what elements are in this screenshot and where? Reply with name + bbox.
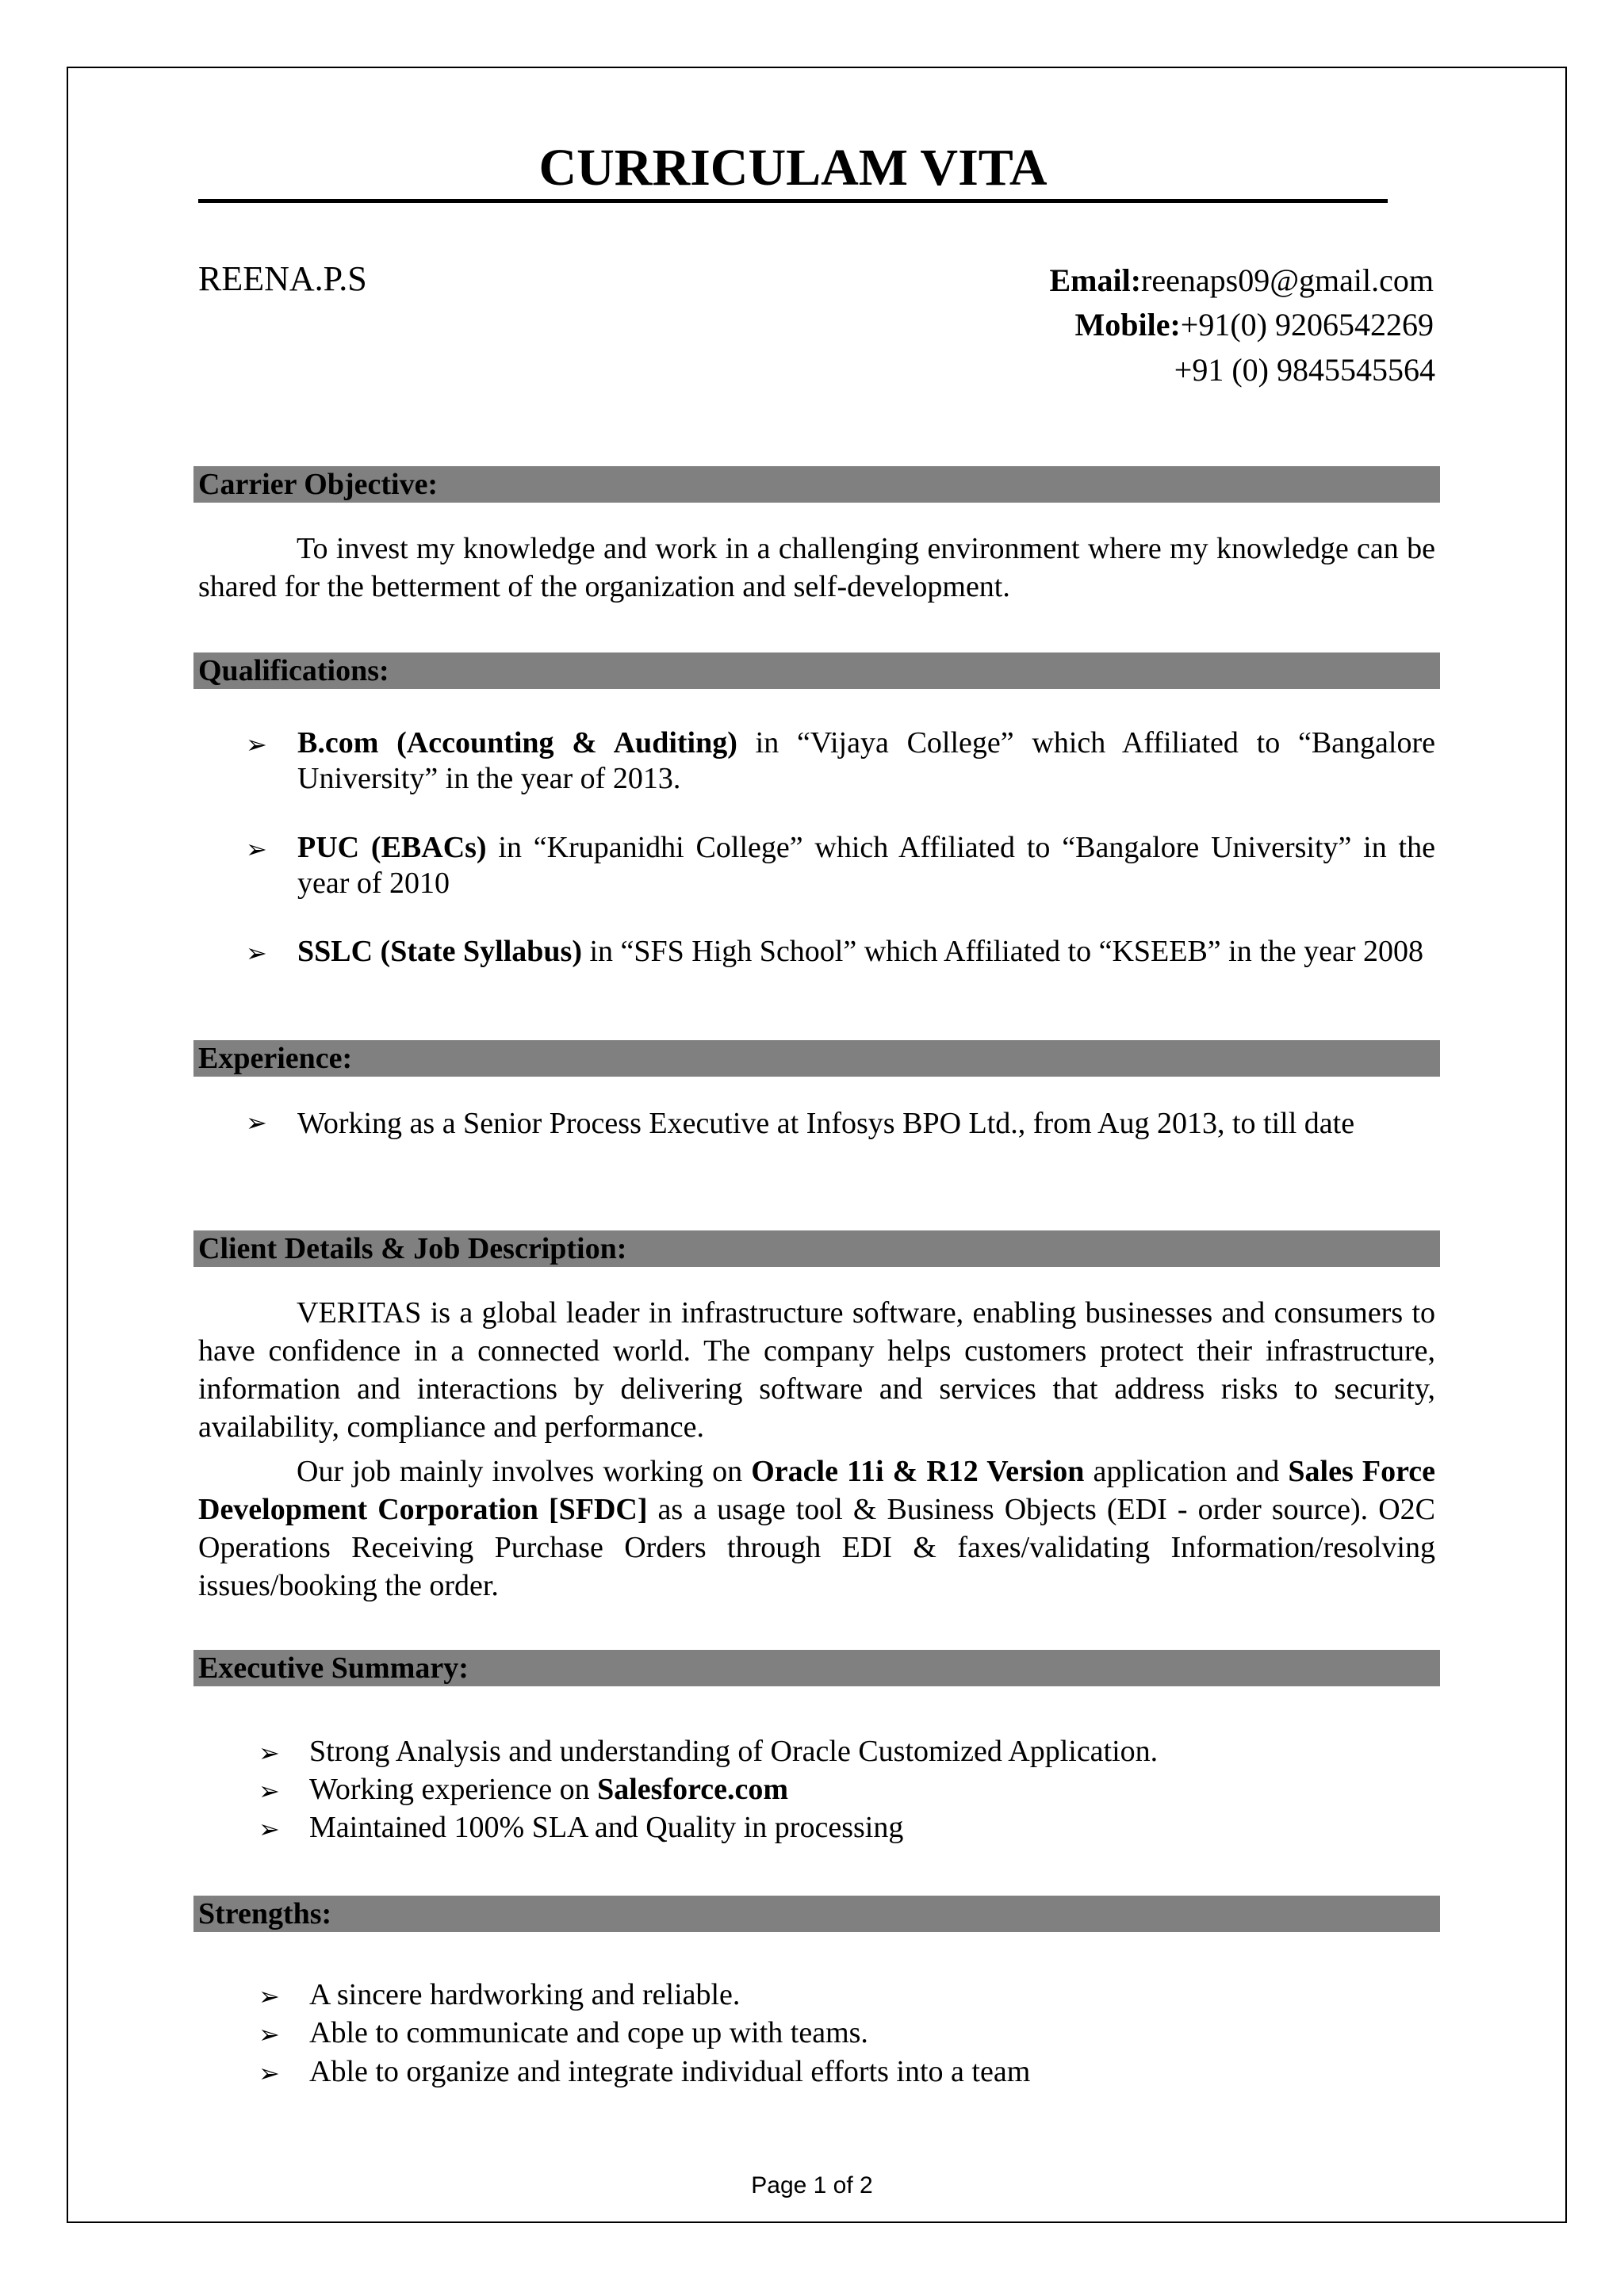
mobile-line-2: [1174, 351, 1435, 388]
qualification-degree: PUC (EBACs): [297, 831, 487, 864]
qualification-detail: in “Krupanidhi College” which Affiliated to “Bangalore University” in the year of 2010: [297, 831, 1435, 900]
job-oracle-version: Oracle 11i & R12 Version: [751, 1455, 1085, 1488]
section-heading: Qualifications:: [198, 654, 389, 687]
strength-item: [309, 2054, 1419, 2090]
email-value: reenaps09@gmail.com: [1141, 262, 1434, 298]
mobile-value-2: +91 (0) 9845545564: [1174, 352, 1435, 388]
qualification-degree: SSLC (State Syllabus): [297, 935, 582, 968]
arrow-bullet-icon: ➢: [259, 1815, 280, 1843]
job-text-c: application and: [1084, 1455, 1289, 1488]
qualification-detail: in “Vijaya College” which Affiliated to “Bangalore University” in the year of 2013.: [297, 726, 1435, 795]
mobile-line: [1074, 306, 1434, 343]
arrow-bullet-icon: ➢: [259, 2059, 280, 2087]
job-text-a: Our job mainly involves working on: [297, 1455, 752, 1488]
email-line: [1050, 262, 1434, 299]
qualification-item: [297, 830, 1435, 901]
arrow-bullet-icon: ➢: [259, 1982, 280, 2011]
document-title: [198, 135, 1388, 203]
client-paragraph-2: [198, 1452, 1435, 1605]
summary-item: [309, 1810, 1419, 1846]
arrow-bullet-icon: ➢: [246, 835, 267, 863]
section-heading: Strengths:: [198, 1897, 332, 1931]
arrow-bullet-icon: ➢: [246, 730, 267, 759]
section-header-strengths: [193, 1896, 1440, 1932]
job-text-e: as a usage tool & Business Objects (EDI - order source). O2C Operations Receiving Purchase Orders through EDI & faxes/validating Information/resolving issues/booking the order.: [198, 1493, 1435, 1602]
strength-item: [309, 2015, 1419, 2051]
arrow-bullet-icon: ➢: [246, 939, 267, 967]
mobile-label: Mobile:: [1074, 307, 1181, 342]
section-heading: Carrier Objective:: [198, 468, 439, 501]
section-header-experience: [193, 1040, 1440, 1077]
qualification-item: [297, 725, 1435, 797]
qualification-detail: in “SFS High School” which Affiliated to “KSEEB” in the year 2008: [581, 935, 1424, 968]
experience-text: Working as a Senior Process Executive at Infosys BPO Ltd., from Aug 2013, to till date: [297, 1107, 1355, 1140]
qualification-item: [297, 934, 1455, 970]
section-heading: Executive Summary:: [198, 1651, 469, 1685]
arrow-bullet-icon: ➢: [259, 1739, 280, 1767]
client-paragraph-1: [198, 1294, 1435, 1446]
candidate-name: REENA.P.S: [198, 259, 367, 298]
arrow-bullet-icon: ➢: [259, 2020, 280, 2049]
email-label: Email:: [1049, 262, 1142, 298]
job-sfdc: Sales Force Development Corporation [SFDC]: [198, 1455, 1435, 1526]
document-title-text: CURRICULAM VITA: [538, 139, 1048, 197]
summary-text: Strong Analysis and understanding of Oracle Customized Application.: [309, 1735, 1159, 1768]
experience-item: [297, 1104, 1400, 1143]
qualification-degree: B.com (Accounting & Auditing): [297, 726, 737, 760]
strength-text: Able to communicate and cope up with teams.: [309, 2016, 868, 2049]
summary-item: [309, 1772, 1419, 1808]
summary-item: [309, 1734, 1419, 1770]
section-header-summary: [193, 1650, 1440, 1686]
summary-salesforce: Salesforce.com: [597, 1773, 789, 1806]
page-number: Page 1 of 2: [751, 2172, 873, 2198]
objective-paragraph: [198, 530, 1435, 606]
client-description: VERITAS is a global leader in infrastructure software, enabling businesses and consumers to have confidence in a connected world. The company helps customers protect their infrastructure, information and interactions by delivering software and services that address risks to security, availability, compliance and performance.: [198, 1296, 1435, 1444]
section-header-qualifications: [193, 652, 1440, 689]
strength-item: [309, 1977, 1419, 2013]
arrow-bullet-icon: ➢: [259, 1777, 280, 1805]
section-header-objective: [193, 466, 1440, 503]
strength-text: Able to organize and integrate individual efforts into a team: [309, 2055, 1031, 2088]
objective-text: To invest my knowledge and work in a challenging environment where my knowledge can be shared for the betterment of the organization and self-development.: [198, 532, 1435, 603]
section-heading: Client Details & Job Description:: [198, 1232, 627, 1265]
strength-text: A sincere hardworking and reliable.: [309, 1978, 741, 2011]
section-heading: Experience:: [198, 1042, 353, 1075]
summary-text: Working experience on: [309, 1773, 598, 1806]
mobile-value-1: +91(0) 9206542269: [1180, 307, 1434, 342]
summary-text: Maintained 100% SLA and Quality in processing: [309, 1811, 904, 1844]
section-header-client: [193, 1230, 1440, 1267]
arrow-bullet-icon: ➢: [246, 1108, 267, 1137]
